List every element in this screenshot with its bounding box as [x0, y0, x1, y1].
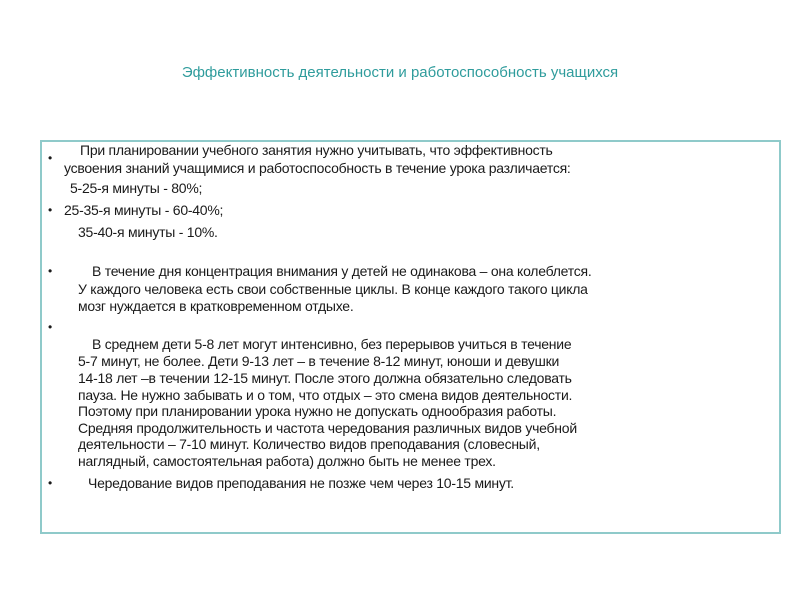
text-line: 35-40-я минуты - 10%.: [78, 224, 218, 240]
text-line: У каждого человека есть свои собственные циклы. В конце каждого такого цикла: [78, 281, 588, 297]
text-line: 5-7 минут, не более. Дети 9-13 лет – в течение 8-12 минут, юноши и девушки: [78, 353, 560, 369]
text-line: 5-25-я минуты - 80%;: [70, 180, 203, 196]
bullet: •: [48, 320, 53, 334]
text-line: наглядный, самостоятельная работа) должно быть не менее трех.: [78, 453, 496, 469]
bullet: •: [48, 151, 53, 165]
text-line: пауза. Не нужно забывать и о том, что отдых – это смена видов деятельности.: [78, 387, 573, 403]
bullet: •: [48, 203, 53, 217]
slide-title: Эффективность деятельности и работоспособность учащихся: [181, 64, 619, 81]
text-line: Чередование видов преподавания не позже чем через 10-15 минут.: [88, 475, 514, 491]
text-line: 14-18 лет –в течении 12-15 минут. После этого должна обязательно следовать: [78, 370, 572, 386]
bullet: •: [48, 264, 53, 278]
text-line: Средняя продолжительность и частота чередования различных видов учебной: [78, 420, 577, 436]
text-line: При планировании учебного занятия нужно учитывать, что эффективность: [80, 142, 553, 158]
text-line: мозг нуждается в кратковременном отдыхе.: [78, 298, 354, 314]
bullet: •: [48, 476, 53, 490]
text-line: деятельности – 7-10 минут. Количество видов преподавания (словесный,: [78, 436, 540, 452]
text-line: 25-35-я минуты - 60-40%;: [64, 202, 224, 218]
text-line: В среднем дети 5-8 лет могут интенсивно, без перерывов учиться в течение: [92, 336, 572, 352]
text-line: усвоения знаний учащимися и работоспособность в течение урока различается:: [64, 160, 571, 176]
text-line: В течение дня концентрация внимания у детей не одинакова – она колеблется.: [92, 263, 592, 279]
text-line: Поэтому при планировании урока нужно не допускать однообразия работы.: [78, 403, 557, 419]
